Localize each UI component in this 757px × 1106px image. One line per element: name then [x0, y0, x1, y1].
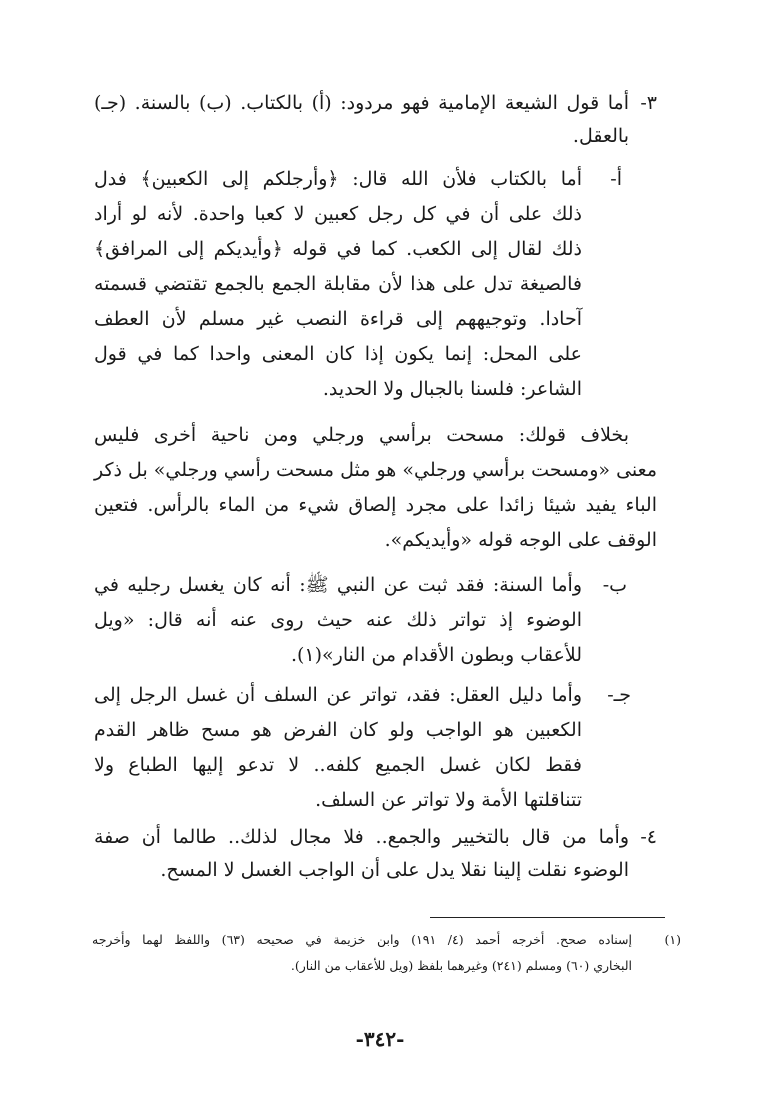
text-line: الوضوء إذ تواتر ذلك عنه حيث روى عنه أنه قال: «ويل — [94, 609, 582, 631]
text-line: الباء يفيد شيئا زائدا على مجرد إلصاق شيء من الماء بالرأس. فتعين — [94, 494, 657, 516]
text-line: وأما من قال بالتخيير والجمع.. فلا مجال لذلك.. طالما أن صفة — [94, 826, 629, 848]
text-line: الوقف على الوجه قوله «وأيديكم». — [384, 529, 657, 551]
footnote-line: البخاري (٦٠) ومسلم (٢٤١) وغيرهما بلفظ (ويل للأعقاب من النار). — [290, 958, 632, 973]
text-line: آحادا. وتوجيههم إلى قراءة النصب غير مسلم لأن العطف — [94, 308, 582, 330]
item-marker-a: أ- — [610, 168, 622, 190]
text-line: الشاعر: فلسنا بالجبال ولا الحديد. — [322, 378, 582, 400]
item-marker-b: ب- — [602, 574, 627, 596]
text-line: الكعبين هو الواجب ولو كان الفرض هو مسح ظاهر القدم — [94, 719, 582, 741]
footnote-line: إسناده صحح. أخرجه أحمد (٤/ ١٩١) وابن خزيمة في صحيحه (٦٣) واللفظ لهما وأخرجه — [92, 932, 633, 947]
text-line: ذلك لقال إلى الكعب. كما في قوله ﴿وأيديكم إلى المرافق﴾ — [94, 238, 582, 260]
text-line: أما قول الشيعة الإمامية فهو مردود: (أ) بالكتاب. (ب) بالسنة. (جـ) — [94, 92, 629, 114]
text-line: وأما دليل العقل: فقد، تواتر عن السلف أن غسل الرجل إلى — [94, 684, 582, 706]
text-line: فالصيغة تدل على هذا لأن مقابلة الجمع بالجمع تقتضي قسمته — [94, 273, 582, 295]
text-line: فقط لكان غسل الجميع كلفه.. لا تدعو إليها الطباع ولا — [94, 754, 582, 776]
text-line: الوضوء نقلت إلينا نقلا يدل على أن الواجب الغسل لا المسح. — [160, 859, 629, 881]
text-line: تتناقلتها الأمة ولا تواتر عن السلف. — [315, 789, 582, 811]
item-marker-3: ٣- — [640, 92, 657, 114]
text-line: للأعقاب وبطون الأقدام من النار»(١). — [290, 644, 582, 666]
text-line: معنى «ومسحت برأسي ورجلي» هو مثل مسحت رأسي ورجلي» بل ذكر — [94, 459, 657, 481]
text-line: وأما السنة: فقد ثبت عن النبي ﷺ: أنه كان يغسل رجليه في — [94, 574, 582, 596]
text-line: ذلك على أن في كل رجل كعبين لا كعبا واحدة. لأنه لو أراد — [94, 203, 582, 225]
text-line: على المحل: إنما يكون إذا كان المعنى واحدا كما في قول — [94, 343, 582, 365]
item-marker-4: ٤- — [640, 826, 657, 848]
footnote-marker: (١) — [664, 932, 681, 947]
text-line: أما بالكتاب فلأن الله قال: ﴿وأرجلكم إلى الكعبين﴾ فدل — [94, 168, 582, 190]
item-marker-c: جـ- — [607, 684, 631, 706]
text-line: بخلاف قولك: مسحت برأسي ورجلي ومن ناحية أخرى فليس — [94, 424, 629, 446]
footnote-separator — [430, 917, 665, 918]
page-number: -٣٤٢- — [355, 1027, 405, 1051]
text-line: بالعقل. — [572, 125, 629, 147]
